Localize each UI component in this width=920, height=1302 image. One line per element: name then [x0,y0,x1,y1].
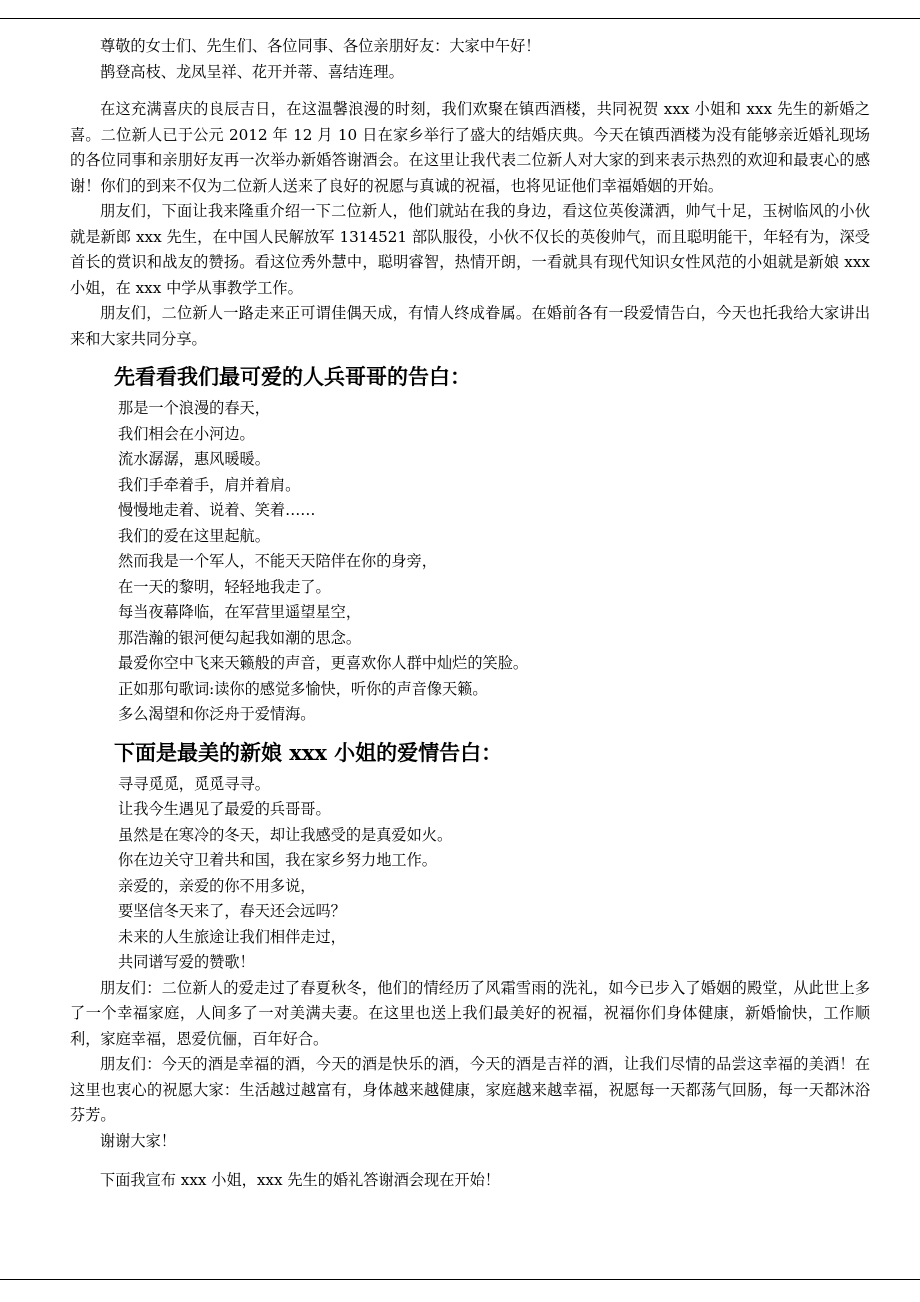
greeting-block [70,34,870,85]
poem-line: 我们手牵着手，肩并着肩。 [118,475,301,494]
poem-line: 正如那句歌词:读你的感觉多愉快，听你的声音像天籁。 [118,679,488,698]
poem-line: 未来的人生旅途让我们相伴走过， [118,927,346,946]
poem-line: 多么渴望和你泛舟于爱情海。 [118,705,316,723]
poem-line: 那浩瀚的银河便勾起我如潮的思念。 [118,628,361,647]
poem-line: 共同谱写爱的赞歌！ [118,953,255,971]
paragraph-toast: 朋友们：今天的酒是幸福的酒，今天的酒是快乐的酒，今天的酒是吉祥的酒，让我们尽情的品尝这幸福的美酒！在这里也衷心的祝愿大家：生活越过越富有，身体越来越健康，家庭越来越幸福，祝愿每一天都荡气回肠，每一天都沐浴芬芳。 [70,1055,870,1124]
poem-line: 然而我是一个军人，不能天天陪伴在你的身旁， [118,552,437,570]
greeting-line: 鹊登高枝、龙凤呈祥、花开并蒂、喜结连理。 [100,62,404,81]
poem-line: 你在边关守卫着共和国，我在家乡努力地工作。 [118,851,437,869]
poem-line: 我们的爱在这里起航。 [118,526,270,545]
heading-bride-confession: 下面是最美的新娘 xxx 小姐的爱情告白： [114,739,503,765]
page-bottom-rule [0,1279,920,1280]
poem-line: 每当夜幕降临，在军营里遥望星空， [118,603,361,621]
poem-groom [70,396,870,728]
poem-line: 虽然是在寒冷的冬天，却让我感受的是真爱如火。 [118,825,453,844]
poem-line: 流水潺潺，惠风暖暖。 [118,450,270,468]
poem-bride [70,772,870,976]
paragraph-introduce-couple: 朋友们，下面让我来隆重介绍一下二位新人，他们就站在我的身边，看这位英俊潇洒，帅气十足，玉树临风的小伙就是新郎 xxx 先生，在中国人民解放军 1314521 部队服役，小伙不仅长的英俊帅气，而且聪明能干，年轻有为，深受首长的赏识和战友的赞扬。看这位秀外慧中，聪明睿智，热情开朗，一看就具有现代知识女性风范的小姐就是新娘 xxx 小姐，在 xxx 中学从事教学工作。 [70,202,870,297]
page-top-rule [0,18,920,19]
poem-line: 寻寻觅觅，觅觅寻寻。 [118,774,270,793]
poem-line: 在一天的黎明，轻轻地我走了。 [118,577,331,596]
paragraph-intro: 在这充满喜庆的良辰吉日，在这温馨浪漫的时刻，我们欢聚在镇西酒楼，共同祝贺 xxx 小姐和 xxx 先生的新婚之喜。二位新人已于公元 2012 年 12 月 10 日在家乡举行了盛大的结婚庆典。今天在镇西酒楼为没有能够亲近婚礼现场的各位同事和亲朋好友再一次举办新婚答谢酒会。在这里让我代表二位新人对大家的到来表示热烈的欢迎和最衷心的感谢！你们的到来不仅为二位新人送来了良好的祝愿与真诚的祝福，也将见证他们幸福婚姻的开始。 [70,100,870,195]
paragraph-blessing: 朋友们：二位新人的爱走过了春夏秋冬，他们的情经历了风霜雪雨的洗礼，如今已步入了婚姻的殿堂，从此世上多了一个幸福家庭，人间多了一对美满夫妻。在这里也送上我们最美好的祝福，祝福你们身体健康，新婚愉快，工作顺利，家庭幸福，恩爱伉俪，百年好合。 [70,978,870,1048]
poem-line: 让我今生遇见了最爱的兵哥哥。 [118,800,331,818]
poem-line: 最爱你空中飞来天籁般的声音，更喜欢你人群中灿烂的笑脸。 [118,654,529,672]
greeting-line: 尊敬的女士们、先生们、各位同事、各位亲朋好友：大家中午好！ [100,37,541,55]
heading-groom-confession: 先看看我们最可爱的人兵哥哥的告白： [114,364,471,389]
paragraph-love-confession-lead: 朋友们，二位新人一路走来正可谓佳偶天成，有情人终成眷属。在婚前各有一段爱情告白，今天也托我给大家讲出来和大家共同分享。 [70,304,870,348]
paragraph-thanks: 谢谢大家！ [100,1131,176,1150]
poem-line: 亲爱的，亲爱的你不用多说， [118,876,316,895]
paragraph-announcement: 下面我宣布 xxx 小姐，xxx 先生的婚礼答谢酒会现在开始！ [100,1171,500,1189]
spacer [70,85,870,97]
document-body [70,34,870,1194]
poem-line: 要坚信冬天来了，春天还会远吗？ [118,902,346,920]
poem-line: 我们相会在小河边。 [118,424,255,443]
poem-line: 慢慢地走着、说着、笑着…… [118,501,316,519]
poem-line: 那是一个浪漫的春天， [118,399,270,417]
